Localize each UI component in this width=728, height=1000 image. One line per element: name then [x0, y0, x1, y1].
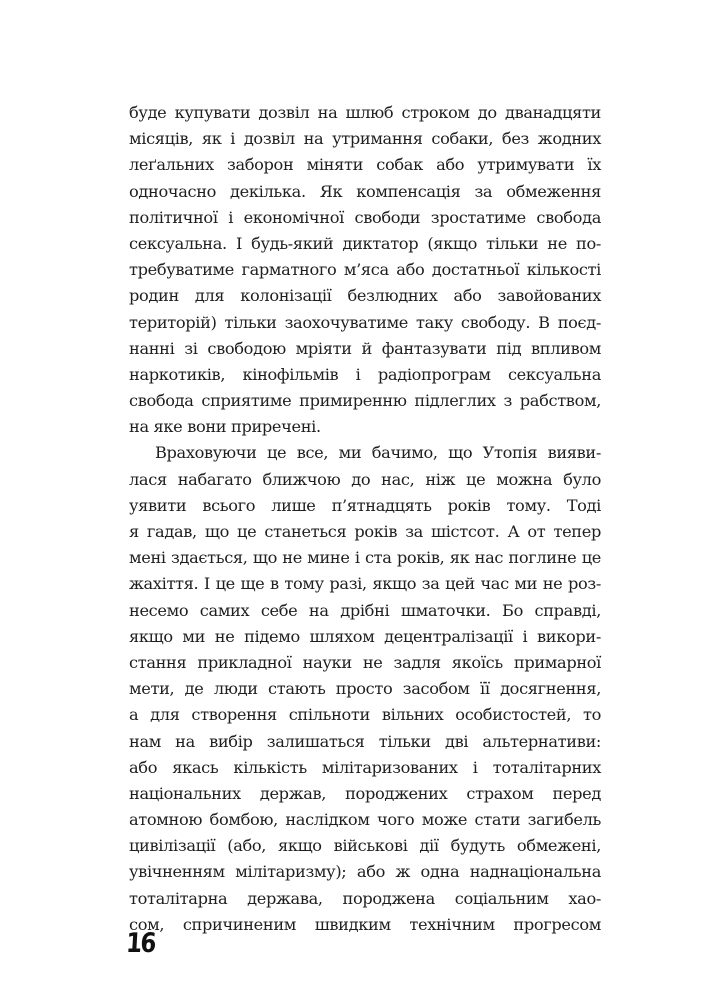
text-line: територій) тільки заохочуватиме таку свободу. В поєд-: [129, 312, 601, 332]
text-line: атомною бомбою, наслідком чого може стати загибель: [129, 810, 601, 830]
text-line: національних держав, породжених страхом перед: [129, 783, 601, 803]
text-line: требуватиме гарматного м’яса або достатньої кількості: [129, 260, 601, 280]
page-body-text: [129, 100, 601, 938]
text-line: лася набагато ближчою до нас, ніж це можна було: [129, 469, 601, 489]
text-line: якщо ми не підемо шляхом децентралізації і викори-: [129, 626, 601, 646]
text-line: леґальних заборон міняти собак або утримувати їх: [129, 155, 601, 175]
text-line: політичної і економічної свободи зростатиме свобода: [129, 207, 601, 227]
text-line: несемо самих себе на дрібні шматочки. Бо справді,: [129, 600, 601, 620]
text-line: а для створення спільноти вільних особистостей, то: [129, 705, 601, 725]
text-line: мені здається, що не мине і ста років, як нас поглине це: [129, 548, 601, 568]
text-line: або якась кількість мілітаризованих і тоталітарних: [129, 757, 601, 777]
text-line: мети, де люди стають просто засобом її досягнення,: [129, 679, 601, 699]
paragraph-2: [129, 440, 601, 938]
text-line: наркотиків, кінофільмів і радіопрограм сексуальна: [129, 364, 601, 384]
text-line: цивілізації (або, якщо військові дії будуть обмежені,: [129, 836, 601, 856]
text-line: Враховуючи це все, ми бачимо, що Утопія вияви-: [155, 443, 601, 463]
text-line: сом, спричиненим швидким технічним прогресом: [129, 914, 601, 934]
text-line: нанні зі свободою мріяти й фантазувати під впливом: [129, 338, 601, 358]
text-line: сексуальна. І будь-який диктатор (якщо тільки не по-: [129, 233, 601, 253]
text-line: жахіття. І це ще в тому разі, якщо за цей час ми не роз-: [129, 574, 601, 594]
text-line: одночасно декілька. Як компенсація за обмеження: [129, 181, 601, 201]
text-line: тоталітарна держава, породжена соціальним хао-: [129, 888, 601, 908]
page-number: 16: [125, 928, 156, 959]
paragraph-1: [129, 100, 601, 440]
text-line: буде купувати дозвіл на шлюб строком до дванадцяти: [129, 103, 601, 122]
text-line: свобода сприятиме примиренню підлеглих з рабством,: [129, 391, 601, 411]
text-line: увічненням мілітаризму); або ж одна наднаціональна: [129, 862, 601, 882]
text-line: стання прикладної науки не задля якоїсь примарної: [129, 652, 601, 672]
text-line: нам на вибір залишаться тільки дві альтернативи:: [129, 731, 601, 751]
text-line: місяців, як і дозвіл на утримання собаки, без жодних: [129, 129, 601, 149]
text-line: родин для колонізації безлюдних або завойованих: [129, 286, 601, 306]
text-line: уявити всього лише п’ятнадцять років тому. Тоді: [129, 495, 601, 515]
text-line: я гадав, що це станеться років за шістсот. А от тепер: [129, 522, 601, 541]
text-line: на яке вони приречені.: [129, 417, 321, 437]
